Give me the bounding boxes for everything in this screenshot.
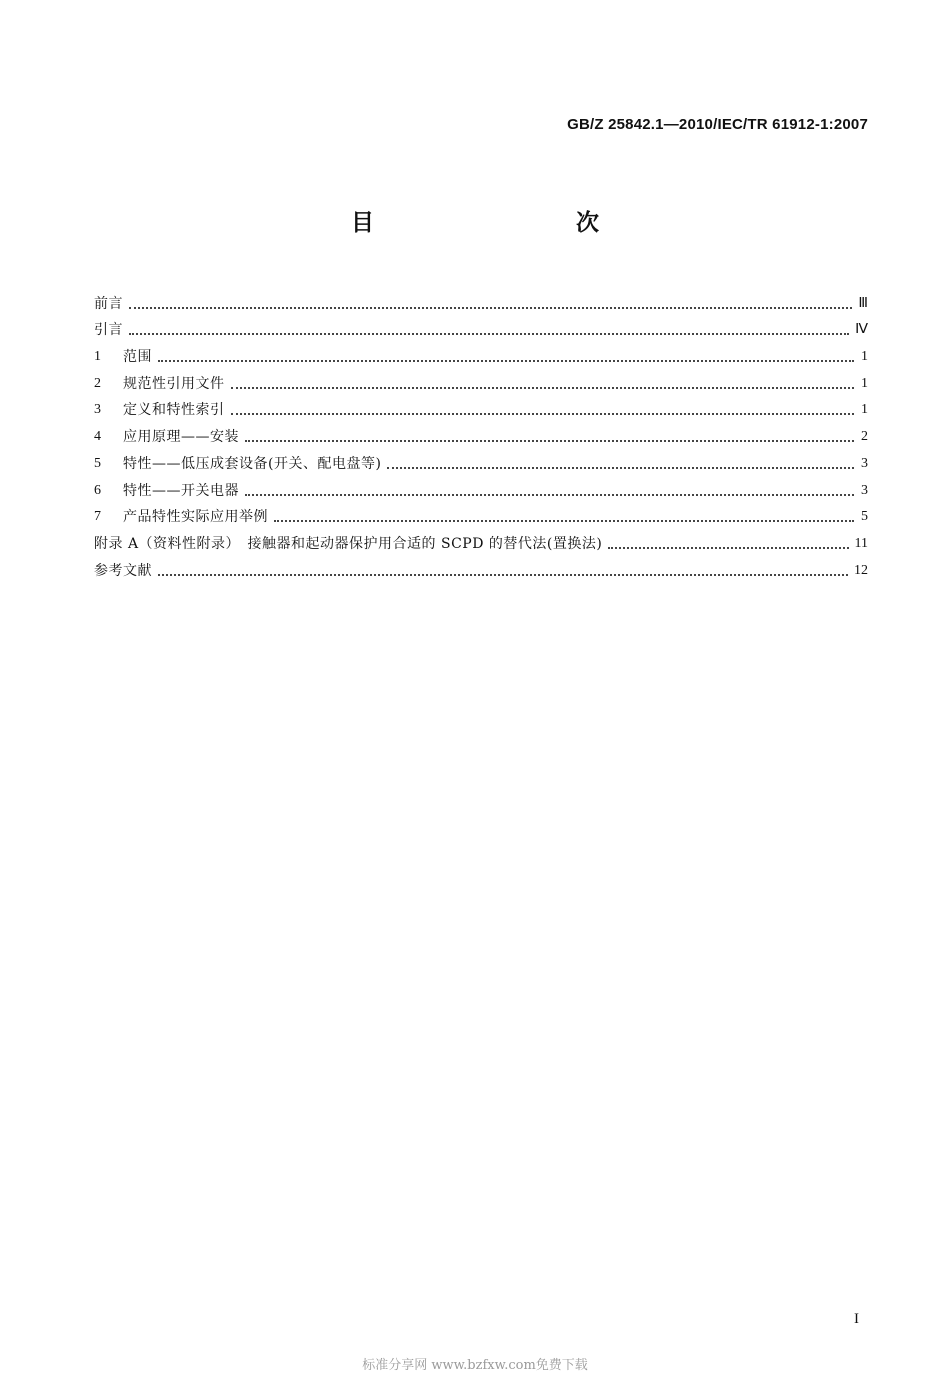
toc-entry-page: 1 <box>861 402 868 418</box>
toc-leader-dots <box>129 307 852 309</box>
footer-watermark: 标准分享网 www.bzfxw.com免费下载 <box>362 1358 588 1373</box>
toc-entry-label: 产品特性实际应用举例 <box>123 509 268 526</box>
toc-entry[interactable] <box>94 394 868 421</box>
toc-entry[interactable] <box>94 474 868 501</box>
toc-leader-dots <box>158 574 848 576</box>
toc-leader-dots <box>158 360 854 362</box>
toc-entry-page: Ⅲ <box>858 295 868 311</box>
toc-entry-label: 引言 <box>94 322 123 339</box>
toc-entry-label: 定义和特性索引 <box>123 402 225 419</box>
toc-entry-number: 1 <box>94 349 101 365</box>
toc-entry-page: 2 <box>861 429 868 445</box>
toc-leader-dots <box>387 467 854 469</box>
toc-leader-dots <box>129 333 849 335</box>
toc-leader-dots <box>245 494 854 496</box>
toc-entry-page: 5 <box>861 509 868 525</box>
toc-entry-number: 3 <box>94 402 101 418</box>
toc-entry-page: 3 <box>861 482 868 498</box>
toc-entry[interactable] <box>94 314 868 341</box>
toc-leader-dots <box>608 547 848 549</box>
toc-leader-dots <box>231 387 855 389</box>
table-of-contents <box>94 287 868 581</box>
toc-leader-dots <box>231 413 855 415</box>
toc-entry-number: 7 <box>94 509 101 525</box>
toc-entry[interactable] <box>94 554 868 581</box>
toc-entry-number: 5 <box>94 455 101 471</box>
toc-entry-number: 6 <box>94 482 101 498</box>
toc-entry-label: 范围 <box>123 349 152 366</box>
toc-entry[interactable] <box>94 447 868 474</box>
toc-entry-page: 11 <box>854 535 868 551</box>
toc-entry[interactable] <box>94 340 868 367</box>
toc-entry-page: Ⅳ <box>855 322 868 338</box>
toc-entry-number: 2 <box>94 375 101 391</box>
toc-entry[interactable] <box>94 287 868 314</box>
toc-leader-dots <box>274 520 854 522</box>
toc-leader-dots <box>245 440 854 442</box>
toc-title: 目 次 <box>351 210 651 236</box>
toc-entry[interactable] <box>94 501 868 528</box>
page-number: I <box>854 1311 859 1327</box>
toc-entry-label: 特性——低压成套设备(开关、配电盘等) <box>123 455 382 472</box>
toc-entry[interactable] <box>94 527 868 554</box>
toc-entry[interactable] <box>94 367 868 394</box>
toc-entry-label: 应用原理——安装 <box>123 429 239 446</box>
toc-entry-label: 规范性引用文件 <box>123 375 225 392</box>
toc-entry-label: 附录 A（资料性附录） 接触器和起动器保护用合适的 SCPD 的替代法(置换法) <box>94 535 603 552</box>
toc-entry-page: 1 <box>861 375 868 391</box>
toc-entry-label: 前言 <box>94 295 123 312</box>
toc-entry-page: 12 <box>854 562 868 578</box>
toc-entry-page: 3 <box>861 455 868 471</box>
toc-entry-label: 参考文献 <box>94 562 152 579</box>
toc-entry[interactable] <box>94 420 868 447</box>
toc-entry-number: 4 <box>94 429 101 445</box>
toc-entry-page: 1 <box>861 349 868 365</box>
toc-entry-label: 特性——开关电器 <box>123 482 239 499</box>
standard-code: GB/Z 25842.1—2010/IEC/TR 61912-1:2007 <box>567 116 868 133</box>
